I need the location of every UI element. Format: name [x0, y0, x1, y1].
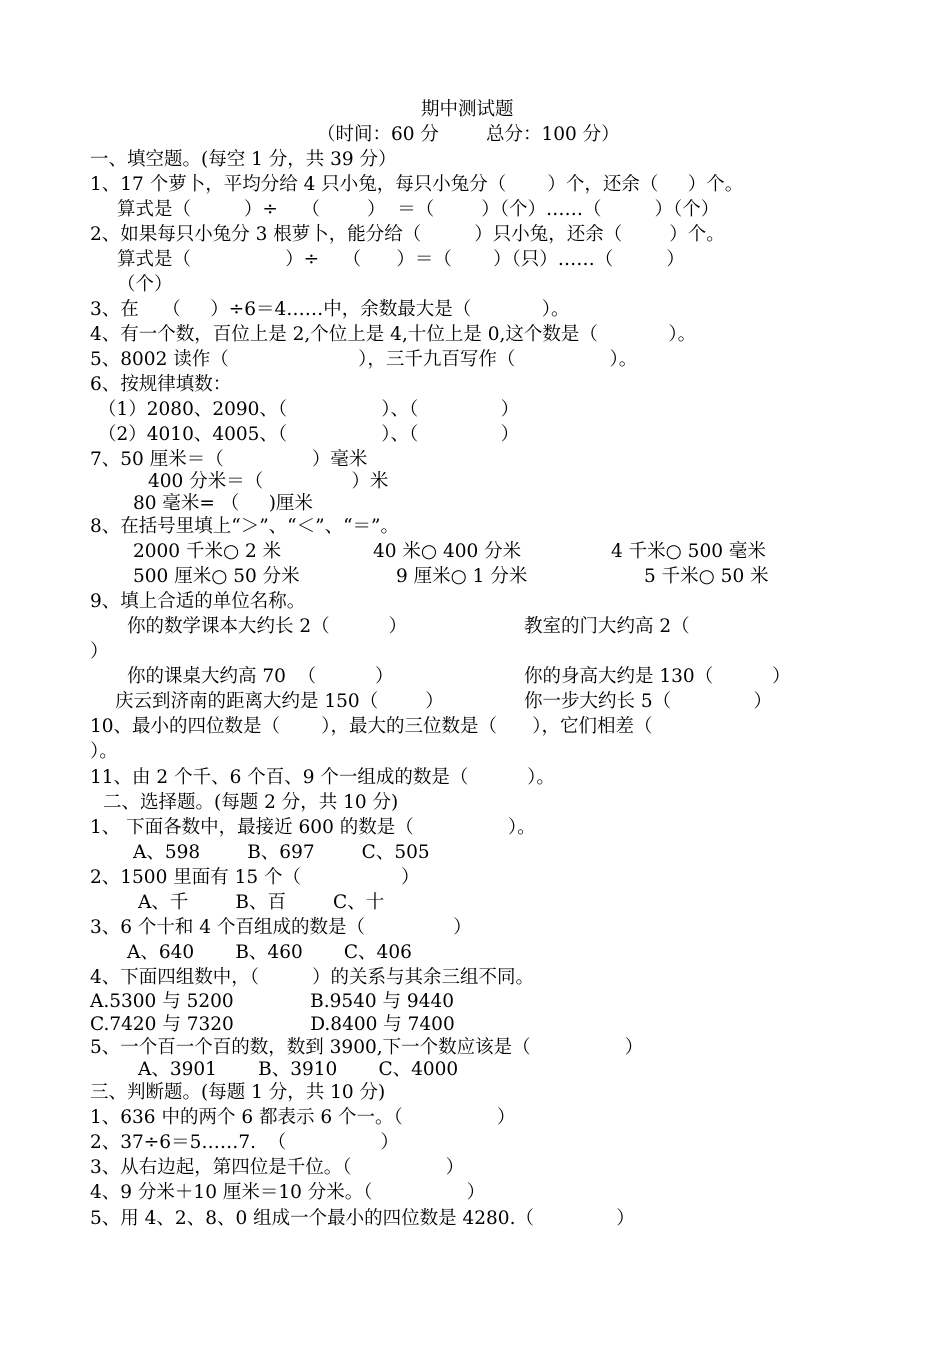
question-text: 7、50 厘米＝（ ）毫米 [90, 449, 368, 470]
question-text: 1、636 中的两个 6 都表示 6 个一。（ ） [90, 1107, 516, 1128]
question-text: 算式是（ ）÷ （ ） ＝（ ）（个）……（ ）（个） [117, 199, 720, 220]
question-text: 1、17 个萝卜，平均分给 4 只小兔，每只小兔分（ ）个，还余（ ）个。 [90, 174, 744, 195]
question-text: 庆云到济南的距离大约是 150（ ） [115, 691, 444, 712]
question-text: 你的数学课本大约长 2（ ） [127, 616, 407, 637]
question-text: （2）4010、4005、（ ）、（ ） [98, 424, 520, 445]
question-text: 教室的门大约高 2（ [524, 616, 690, 637]
question-text: 你的身高大约是 130（ ） [524, 666, 791, 687]
question-text: 8、在括号里填上“＞”、“＜”、“＝”。 [90, 516, 400, 537]
question-text: （1）2080、2090、（ ）、（ ） [98, 399, 520, 420]
question-text: 4、下面四组数中，（ ）的关系与其余三组不同。 [90, 967, 534, 988]
question-text: 1、 下面各数中，最接近 600 的数是（ ）。 [90, 817, 536, 838]
question-text: 11、由 2 个千、6 个百、9 个一组成的数是（ ）。 [90, 767, 555, 788]
compare-item: 5 千米○ 50 米 [644, 566, 769, 587]
option-list: A、598 B、697 C、505 [133, 842, 430, 863]
question-text: 10、最小的四位数是（ ），最大的三位数是（ ），它们相差（ [90, 716, 653, 737]
compare-item: 4 千米○ 500 毫米 [611, 541, 766, 562]
section-2-heading: 二、选择题。(每题 2 分，共 10 分) [103, 792, 399, 813]
section-1-heading: 一、填空题。(每空 1 分，共 39 分） [90, 149, 397, 170]
question-text: 2、37÷6＝5……7. （ ） [90, 1132, 399, 1153]
exam-subtitle: （时间：60 分 总分：100 分） [317, 124, 620, 145]
question-text: ） [90, 641, 109, 662]
question-text: 3、在 （ ）÷6＝4……中，余数最大是（ ）。 [90, 299, 570, 320]
question-text: ）。 [90, 741, 118, 762]
exam-title: 期中测试题 [421, 99, 514, 120]
question-text: 9、填上合适的单位名称。 [90, 591, 306, 612]
question-text: 3、6 个十和 4 个百组成的数是（ ） [90, 917, 472, 938]
question-text: 5、用 4、2、8、0 组成一个最小的四位数是 4280.（ ） [90, 1208, 635, 1229]
question-text: 400 分米＝（ ）米 [148, 471, 389, 492]
question-text: 你一步大约长 5（ ） [524, 691, 772, 712]
question-text: 4、有一个数，百位上是 2,个位上是 4,十位上是 0,这个数是（ ）。 [90, 324, 697, 345]
question-text: （个） [117, 274, 173, 295]
compare-item: 500 厘米○ 50 分米 [133, 566, 300, 587]
option-list: A、千 B、百 C、十 [138, 892, 385, 913]
option-list: C.7420 与 7320 D.8400 与 7400 [90, 1014, 455, 1035]
question-text: 5、一个百一个百的数，数到 3900,下一个数应该是（ ） [90, 1037, 644, 1058]
question-text: 5、8002 读作（ ），三千九百写作（ ）。 [90, 349, 638, 370]
question-text: 80 毫米= （ )厘米 [133, 493, 313, 514]
question-text: 算式是（ ）÷ （ ）＝（ ）（只）……（ ） [117, 249, 685, 270]
question-text: 3、从右边起，第四位是千位。（ ） [90, 1157, 465, 1178]
question-text: 2、1500 里面有 15 个（ ） [90, 867, 420, 888]
section-3-heading: 三、判断题。(每题 1 分，共 10 分) [90, 1082, 386, 1103]
option-list: A.5300 与 5200 B.9540 与 9440 [90, 991, 455, 1012]
question-text: 2、如果每只小兔分 3 根萝卜，能分给（ ）只小兔，还余（ ）个。 [90, 224, 725, 245]
compare-item: 40 米○ 400 分米 [373, 541, 522, 562]
question-text: 4、9 分米＋10 厘米＝10 分米。（ ） [90, 1182, 486, 1203]
compare-item: 9 厘米○ 1 分米 [396, 566, 528, 587]
option-list: A、640 B、460 C、406 [127, 942, 412, 963]
question-text: 6、按规律填数： [90, 374, 232, 395]
compare-item: 2000 千米○ 2 米 [133, 541, 282, 562]
question-text: 你的课桌大约高 70 （ ） [127, 666, 394, 687]
option-list: A、3901 B、3910 C、4000 [138, 1059, 459, 1080]
